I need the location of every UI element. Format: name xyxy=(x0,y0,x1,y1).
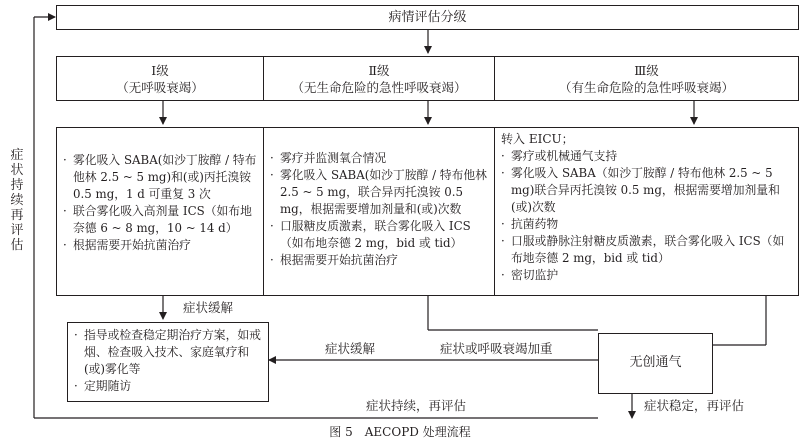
level-2-treatment xyxy=(263,127,495,296)
level-3-item: · 口服或静脉注射糖皮质激素，联合雾化吸入 ICS（如布地奈德 2 mg，bid 或 tid） xyxy=(501,233,795,267)
level-1-header xyxy=(56,56,264,101)
vertical-char: 估 xyxy=(10,238,24,253)
level-1-desc: （无呼吸衰竭） xyxy=(116,80,204,95)
label-stable: 症状稳定，再评估 xyxy=(644,398,745,413)
level-3-item: · 雾化吸入 SABA（如沙丁胺醇 / 特布他林 2.5 ~ 5 mg)联合异丙托溴铵 0.5 mg，根据需要增加剂量和(或)次数 xyxy=(501,165,795,216)
level-1-treatment xyxy=(56,127,264,296)
level-3-desc: （有生命危险的急性呼吸衰竭） xyxy=(558,80,734,95)
level-3-header xyxy=(494,56,799,101)
level-1-item: · 雾化吸入 SABA(如沙丁胺醇 / 特布他林 2.5 ~ 5 mg)和(或)丙托溴铵 0.5 mg，1 d 可重复 3 次 xyxy=(63,152,259,203)
level-2-item: · 根据需要开始抗菌治疗 xyxy=(270,252,492,269)
nippv-label: 无创通气 xyxy=(629,355,682,370)
vertical-char: 状 xyxy=(10,163,24,178)
level-2-item: · 口服糖皮质激素，联合雾化吸入 ICS（如布地奈德 2 mg，bid 或 tid） xyxy=(270,218,492,252)
label-worsen: 症状或呼吸衰竭加重 xyxy=(440,341,553,356)
level-3-item: · 密切监护 xyxy=(501,267,795,284)
level-3-item: · 雾疗或机械通气支持 xyxy=(501,148,795,165)
vertical-char: 症 xyxy=(10,148,24,163)
level-2-item: · 雾化吸入 SABA(如沙丁胺醇 / 特布他林 2.5 ~ 5 mg，联合异丙托溴铵 0.5 mg，根据需要增加剂量和(或)次数 xyxy=(270,167,492,218)
level-1-name: Ⅰ级 xyxy=(151,63,169,78)
level-2-item: · 雾疗并监测氧合情况 xyxy=(270,150,492,167)
vertical-char: 评 xyxy=(10,223,24,238)
level-2-header xyxy=(263,56,495,101)
stable-phase-item: · 指导或检查稳定期治疗方案，如戒烟、检查吸入技术、家庭氧疗和(或)雾化等 xyxy=(74,327,266,378)
assessment-title: 病情评估分级 xyxy=(388,10,467,25)
level-3-treatment xyxy=(494,127,799,296)
stable-phase-box xyxy=(67,322,269,402)
level-3-item: · 抗菌药物 xyxy=(501,216,795,233)
level-1-item: · 根据需要开始抗菌治疗 xyxy=(63,237,259,254)
label-persist: 症状持续，再评估 xyxy=(366,398,467,413)
vertical-char: 再 xyxy=(10,208,24,223)
label-relief-1: 症状缓解 xyxy=(183,300,234,315)
label-loop-vertical xyxy=(10,148,24,253)
level-1-item: · 联合雾化吸入高剂量 ICS（如布地奈德 6 ~ 8 mg，10 ~ 14 d） xyxy=(63,203,259,237)
nippv-box xyxy=(598,333,713,394)
vertical-char: 续 xyxy=(10,193,24,208)
vertical-char: 持 xyxy=(10,178,24,193)
level-3-name: Ⅲ级 xyxy=(634,63,659,78)
stable-phase-item: · 定期随访 xyxy=(74,378,266,395)
level-2-desc: （无生命危险的急性呼吸衰竭） xyxy=(291,80,467,95)
figure-caption: 图 5 AECOPD 处理流程 xyxy=(329,425,471,439)
level-2-name: Ⅱ级 xyxy=(368,63,390,78)
label-relief-2: 症状缓解 xyxy=(325,341,376,356)
level-3-heading: 转入 EICU； xyxy=(501,132,574,146)
assessment-box xyxy=(56,5,799,30)
